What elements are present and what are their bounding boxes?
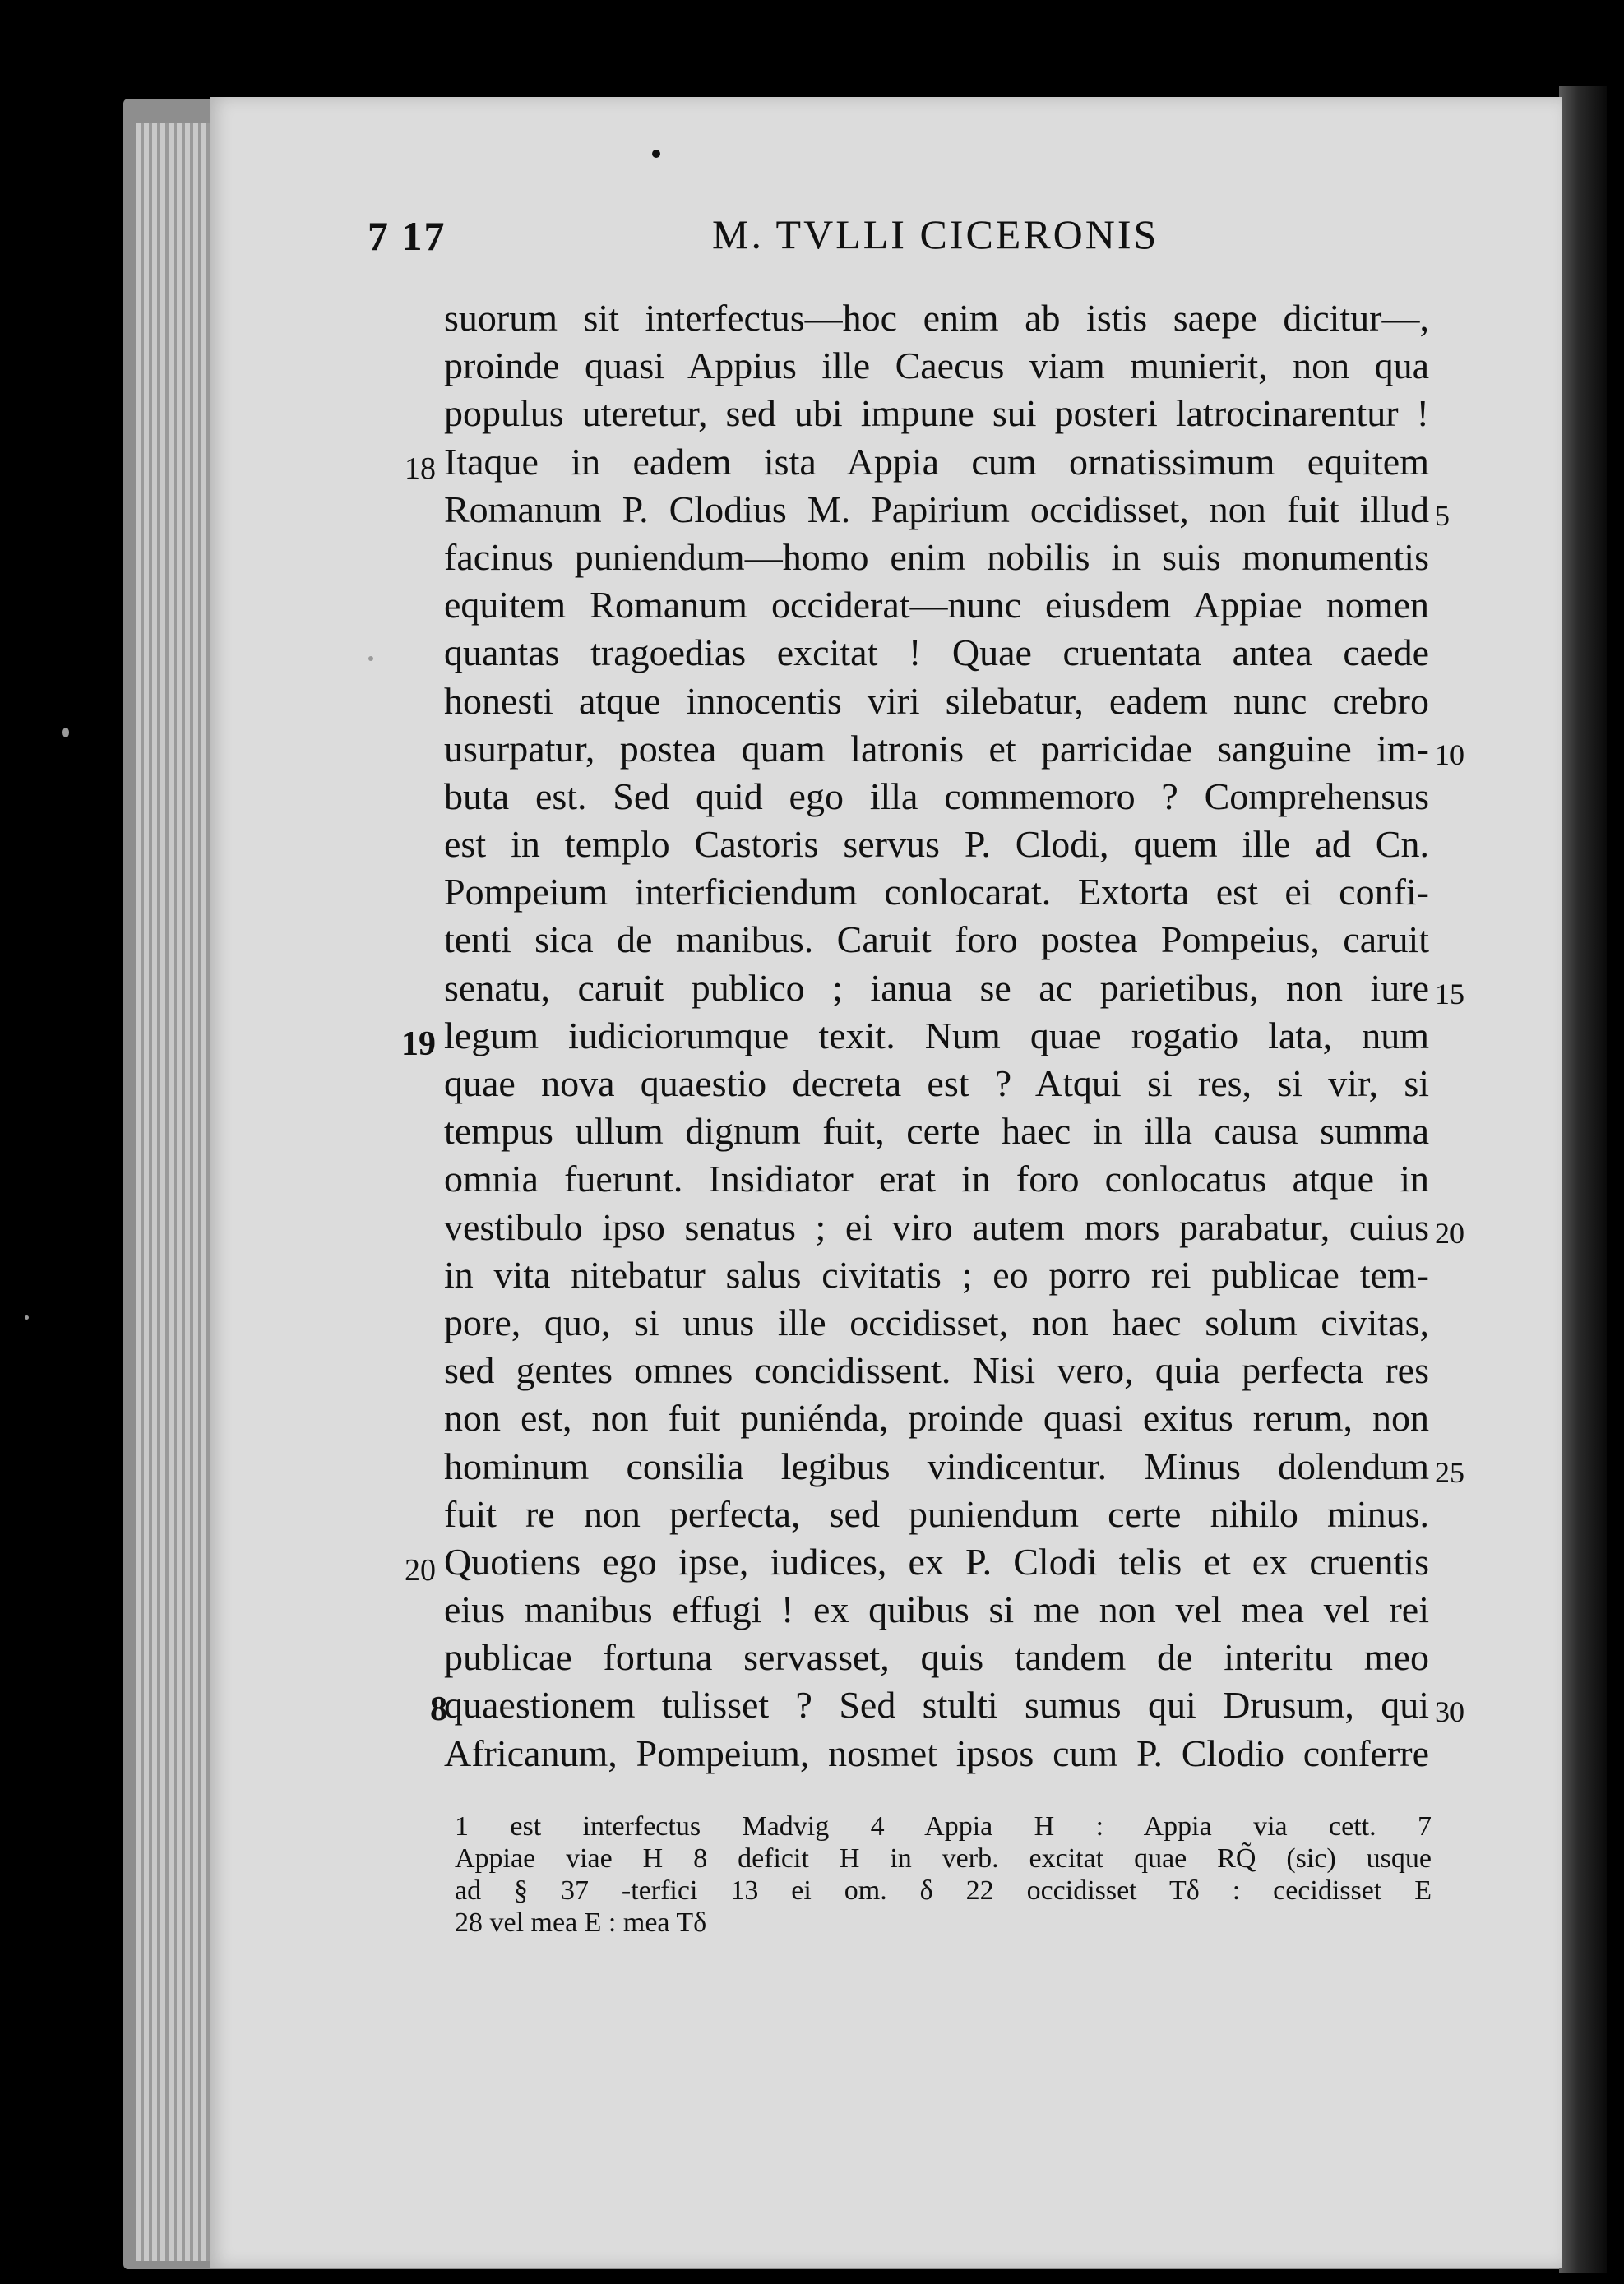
text-line: pore, quo, si unus ille occidisset, non haec solum civitas, [444, 1301, 1429, 1343]
text-line: publicae fortuna servasset, quis tandem de interitu meo [444, 1636, 1429, 1679]
footnote-line: ad § 37 -terfici 13 ei om. δ 22 occidisset Tδ : cecidisset E [455, 1875, 1432, 1906]
text-line: senatu, caruit publico ; ianua se ac parietibus, non iure [444, 966, 1429, 1009]
section-number-20: 20 [405, 1553, 436, 1588]
text-line: quaestionem tulisset ? Sed stulti sumus qui Drusum, qui [444, 1684, 1429, 1727]
book-spine-shadow [1559, 86, 1607, 2273]
page-number: 7 17 [368, 213, 446, 259]
text-line: eius manibus effugi ! ex quibus si me non vel mea vel rei [444, 1588, 1429, 1631]
text-line: in vita nitebatur salus civitatis ; eo porro rei publicae tem- [444, 1253, 1429, 1296]
text-line: tempus ullum dignum fuit, certe haec in illa causa summa [444, 1110, 1429, 1153]
line-number-10: 10 [1435, 738, 1464, 771]
text-line: est in templo Castoris servus P. Clodi, quem ille ad Cn. [444, 823, 1429, 866]
body-text [444, 294, 1429, 1778]
text-line: facinus puniendum—homo enim nobilis in suis monumentis [444, 535, 1429, 578]
text-line: honesti atque innocentis viri silebatur, eadem nunc crebro [444, 679, 1429, 722]
line-number-5: 5 [1435, 499, 1450, 532]
text-line: Romanum P. Clodius M. Papirium occidisset, non fuit illud [444, 488, 1429, 530]
section-number-19: 19 [401, 1025, 436, 1063]
line-number-15: 15 [1435, 978, 1464, 1010]
text-line: quantas tragoedias excitat ! Quae cruentata antea caede [444, 631, 1429, 674]
scan-speck [368, 656, 373, 661]
text-line: usurpatur, postea quam latronis et parricidae sanguine im- [444, 727, 1429, 770]
text-line: omnia fuerunt. Insidiator erat in foro conlocatus atque in [444, 1158, 1429, 1200]
text-line: sed gentes omnes concidissent. Nisi vero, quia perfecta res [444, 1349, 1429, 1392]
text-line: non est, non fuit puniénda, proinde quasi exitus rerum, non [444, 1397, 1429, 1440]
text-line: Pompeium interficiendum conlocarat. Extorta est ei confi- [444, 871, 1429, 913]
text-line: fuit re non perfecta, sed puniendum certe nihilo minus. [444, 1492, 1429, 1535]
footnote-line: 1 est interfectus Madvig 4 Appia H : Appia via cett. 7 [455, 1811, 1432, 1842]
scan-speck [62, 728, 69, 737]
text-line: vestibulo ipso senatus ; ei viro autem mors parabatur, cuius [444, 1205, 1429, 1248]
scan-speck [25, 1315, 29, 1320]
text-line: equitem Romanum occiderat—nunc eiusdem Appiae nomen [444, 584, 1429, 626]
text-line: legum iudiciorumque texit. Num quae rogatio lata, num [444, 1014, 1429, 1056]
text-line: Quotiens ego ipse, iudices, ex P. Clodi telis et ex cruentis [444, 1540, 1429, 1583]
footnote-line: 28 vel mea E : mea Tδ [455, 1907, 707, 1938]
text-line: suorum sit interfectus—hoc enim ab istis saepe dicitur—, [444, 297, 1429, 339]
printer-mark [652, 150, 660, 158]
line-number-20: 20 [1435, 1217, 1464, 1250]
text-line: populus uteretur, sed ubi impune sui posteri latrocinarentur ! [444, 392, 1429, 435]
apparatus-criticus [455, 1810, 1432, 1939]
page-stack-edge [136, 123, 218, 2261]
line-number-25: 25 [1435, 1456, 1464, 1489]
line-number-30: 30 [1435, 1695, 1464, 1728]
text-line: quae nova quaestio decreta est ? Atqui si res, si vir, si [444, 1062, 1429, 1104]
text-line: tenti sica de manibus. Caruit foro postea Pompeius, caruit [444, 918, 1429, 961]
chapter-number-8: 8 [430, 1690, 447, 1728]
text-line: proinde quasi Appius ille Caecus viam munierit, non qua [444, 344, 1429, 387]
section-number-18: 18 [405, 451, 436, 486]
text-line: Africanum, Pompeium, nosmet ipsos cum P. Clodio conferre [444, 1731, 1429, 1774]
running-head: M. TVLLI CICERONIS [712, 211, 1159, 257]
text-line: hominum consilia legibus vindicentur. Minus dolendum [444, 1445, 1429, 1487]
text-line: Itaque in eadem ista Appia cum ornatissimum equitem [444, 440, 1429, 483]
footnote-line: Appiae viae H 8 deficit H in verb. excitat quae RQ̃ (sic) usque [455, 1843, 1432, 1874]
text-line: buta est. Sed quid ego illa commemoro ? Comprehensus [444, 774, 1429, 817]
